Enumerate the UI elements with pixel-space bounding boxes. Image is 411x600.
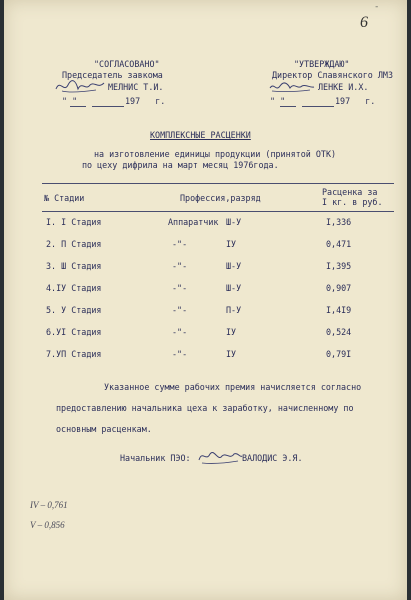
- table-row-6-stage: 6.УI Стадия: [46, 327, 102, 337]
- approval-right-day-line: [280, 106, 296, 107]
- signature-left-image: [52, 77, 108, 95]
- table-row-6-rate: 0,524: [326, 327, 352, 337]
- table-row-7-stage: 7.УП Стадия: [46, 349, 102, 359]
- approval-left-title: "СОГЛАСОВАНО": [94, 59, 160, 69]
- table-row-5-stage: 5. У Стадия: [46, 305, 102, 315]
- table-row-2-stage: 2. П Стадия: [46, 239, 102, 249]
- table-header-rate-line2: I кг. в руб.: [322, 197, 383, 207]
- approval-left-name: МЕЛНИС Т.И.: [108, 82, 164, 92]
- table-row-4-rate: 0,907: [326, 283, 352, 293]
- table-row-3-profession: -"-: [172, 261, 188, 271]
- approval-left-day-line: [70, 106, 86, 107]
- table-row-2-profession: -"-: [172, 239, 188, 249]
- signature-right-image: [266, 78, 316, 96]
- table-row-3-stage: 3. Ш Стадия: [46, 261, 102, 271]
- table-row-3-grade: Ш-У: [226, 261, 242, 271]
- table-row-3-rate: I,395: [326, 261, 352, 271]
- approval-left-position: Председатель завкома: [62, 70, 163, 80]
- signoff-label: Начальник ПЭО:: [120, 453, 191, 463]
- document-page: [4, 0, 407, 600]
- table-row-2-grade: IУ: [226, 239, 237, 249]
- document-subtitle-1: на изготовление единицы продукции (принятой ОТК): [94, 149, 337, 159]
- document-subtitle-2: по цеху дифрила на март месяц 1976года.: [82, 160, 279, 170]
- table-row-1-profession: Аппаратчик: [168, 217, 219, 227]
- table-row-4-grade: Ш-У: [226, 283, 242, 293]
- table-row-5-profession: -"-: [172, 305, 188, 315]
- table-header-rate-line1: Расценка за: [322, 187, 378, 197]
- table-row-4-stage: 4.IУ Стадия: [46, 283, 102, 293]
- table-row-4-profession: -"-: [172, 283, 188, 293]
- paragraph-line-3: основным расценкам.: [56, 424, 152, 434]
- scan-edge-right: [407, 0, 411, 600]
- approval-left-month-line: [92, 106, 124, 107]
- table-header-rule: [42, 211, 394, 212]
- table-row-1-stage: I. I Стадия: [46, 217, 102, 227]
- paragraph-line-2: предоставлению начальника цеха к заработку, начисленному по: [56, 403, 354, 413]
- margin-note-1: IV – 0,761: [30, 500, 68, 510]
- table-top-rule: [42, 183, 394, 184]
- table-row-1-rate: I,336: [326, 217, 352, 227]
- approval-right-month-line: [302, 106, 334, 107]
- table-row-6-grade: IУ: [226, 327, 237, 337]
- table-row-1-grade: Ш-У: [226, 217, 242, 227]
- table-header-profession: Профессия,разряд: [180, 193, 261, 203]
- page-number: 6: [360, 14, 368, 31]
- table-row-6-profession: -"-: [172, 327, 188, 337]
- approval-right-position: Директор Славянского ЛМЗ: [272, 70, 394, 80]
- table-row-7-profession: -"-: [172, 349, 188, 359]
- table-row-5-rate: I,4I9: [326, 305, 352, 315]
- signoff-name: ВАЛОДИС Э.Я.: [242, 453, 303, 463]
- approval-right-year: 197 г.: [335, 96, 376, 106]
- approval-right-title: "УТВЕРЖДАЮ": [294, 59, 350, 69]
- corner-mark: -: [374, 2, 380, 12]
- approval-right-name: ЛЕНКЕ И.Х.: [318, 82, 369, 92]
- table-header-stage: № Стадии: [44, 193, 85, 203]
- table-row-7-grade: IУ: [226, 349, 237, 359]
- approval-right-date-quote: " ": [270, 96, 286, 106]
- signature-signoff-image: [196, 446, 244, 466]
- margin-note-2: V – 0,856: [30, 520, 65, 530]
- paragraph-line-1: Указанное сумме рабочих премия начисляется согласно: [104, 382, 362, 392]
- table-row-7-rate: 0,79I: [326, 349, 352, 359]
- document-title: КОМПЛЕКСНЫЕ РАСЦЕНКИ: [150, 130, 251, 140]
- table-row-2-rate: 0,471: [326, 239, 352, 249]
- approval-left-year: 197 г.: [125, 96, 166, 106]
- approval-left-date-quote: " ": [62, 96, 78, 106]
- table-row-5-grade: П-У: [226, 305, 242, 315]
